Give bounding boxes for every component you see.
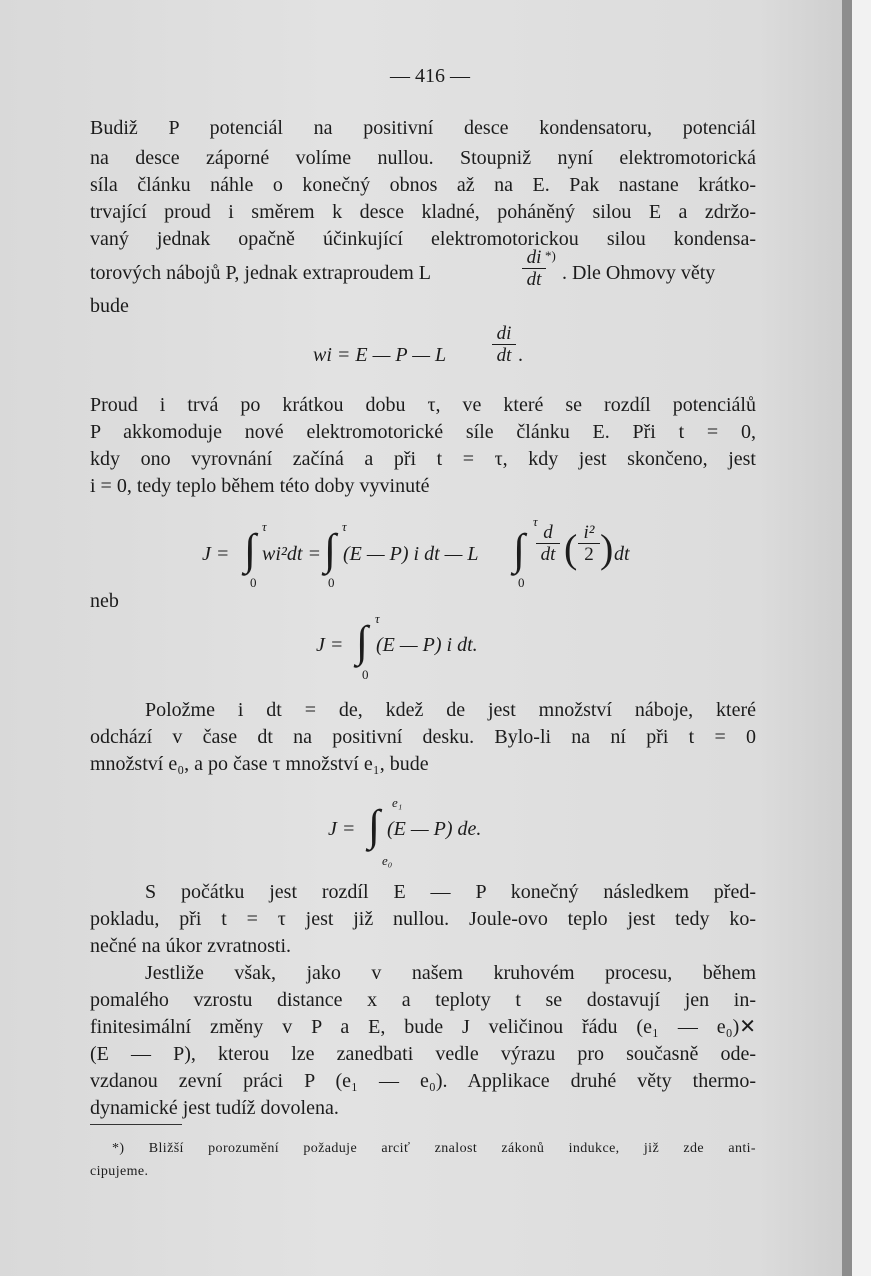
p5-line-5: vzdanou zevní práci P (e₁ — e₀). Applikace druhé věty thermo- (90, 1070, 756, 1092)
integral-upper-limit: τ (533, 514, 538, 529)
footnote-line-1: *) Bližší porozumění požaduje arciť znalost zákonů indukce, již zde anti- (112, 1141, 756, 1156)
integral-lower-limit: 0 (250, 575, 257, 590)
neb-label: neb (90, 590, 119, 612)
p1-line-2: na desce záporné volíme nullou. Stoupniž nyní elektromotorická (90, 147, 756, 169)
integral-lower-limit: 0 (362, 667, 369, 682)
integral-sign: ∫ (324, 525, 337, 574)
integral-upper-limit: τ (342, 519, 347, 534)
equation-2-end: dt (614, 543, 630, 565)
fraction-denominator: dt (540, 544, 556, 565)
p1-line-3: síla článku náhle o konečný obnos až na E. Pak nastane krátko- (90, 174, 756, 196)
close-paren: ) (600, 526, 614, 571)
footnote-marker: *) (545, 248, 556, 263)
p4-line-1: S počátku jest rozdíl E — P konečný následkem před- (145, 881, 756, 903)
equation-2-term-2: (E — P) i dt — L (343, 543, 479, 565)
p4-line-2: pokladu, při t = τ jest již nullou. Joule-ovo teplo jest tedy ko- (90, 908, 756, 930)
p1-line-6-start: torových nábojů P, jednak extraproudem L (90, 262, 432, 284)
page-edge-shadow (842, 0, 852, 1276)
p5-line-3: finitesimální změny v P a E, bude J veličinou řádu (e₁ — e₀)✕ (90, 1016, 756, 1038)
i2-2-fraction (578, 523, 600, 564)
fraction-denominator: dt (526, 269, 542, 290)
p5-line-2: pomalého vzrostu distance x a teploty t se dostavují jen in- (90, 989, 756, 1011)
integral-sign: ∫ (513, 525, 526, 574)
p5-line-4: (E — P), kterou lze zanedbati vedle výrazu pro současně ode- (90, 1043, 756, 1065)
page-edge (852, 0, 871, 1276)
p3-line-1: Položme i dt = de, kdež de jest množství náboje, které (145, 699, 756, 721)
p2-line-4: i = 0, tedy teplo během této doby vyvinuté (90, 475, 430, 497)
p3-line-2: odchází v čase dt na positivní desku. Bylo-li na ní při t = 0 (90, 726, 756, 748)
equation-3-lhs: J = (316, 634, 344, 656)
p1-line-6-end: . Dle Ohmovy věty (562, 262, 716, 284)
integral-upper-limit: τ (262, 519, 267, 534)
equation-2-lhs: J = (202, 543, 230, 565)
p5-line-1: Jestliže však, jako v našem kruhovém procesu, během (145, 962, 756, 984)
equation-2-term-1: wi²dt = (262, 543, 321, 565)
p4-line-3: nečné na úkor zvratnosti. (90, 935, 292, 957)
p3-line-3: množství e₀, a po čase τ množství e₁, bude (90, 753, 429, 775)
equation-3-body: (E — P) i dt. (376, 634, 478, 656)
fraction-denominator: 2 (584, 544, 594, 565)
integral-lower-limit: 0 (328, 575, 335, 590)
fraction-denominator: dt (496, 345, 512, 366)
fraction-numerator: i² (583, 522, 595, 543)
fraction-numerator: d (543, 522, 553, 543)
fraction-numerator: di (496, 323, 512, 344)
p2-line-3: kdy ono vyrovnání začíná a při t = τ, kdy jest skončeno, jest (90, 448, 756, 470)
integral-lower-limit: e₀ (382, 853, 393, 868)
p1-line-7: bude (90, 295, 129, 317)
integral-sign: ∫ (356, 617, 369, 666)
open-paren: ( (564, 526, 578, 571)
footnote-divider (90, 1124, 182, 1125)
integral-upper-limit: e₁ (392, 795, 403, 810)
equation-1-fraction (492, 324, 516, 365)
fraction-numerator: di (526, 247, 542, 268)
d-dt-fraction (536, 523, 560, 564)
integral-upper-limit: τ (375, 611, 380, 626)
p1-line-5: vaný jednak opačně účinkující elektromotorickou silou kondensa- (90, 228, 756, 250)
integral-sign: ∫ (368, 801, 381, 850)
equation-1: wi = E — P — L (313, 344, 447, 366)
p1-line-1: Budiž P potenciál na positivní desce kondensatoru, potenciál (90, 117, 756, 139)
integral-lower-limit: 0 (518, 575, 525, 590)
p1-line-4: trvající proud i směrem k desce kladné, poháněný silou E a zdržo- (90, 201, 756, 223)
p2-line-1: Proud i trvá po krátkou dobu τ, ve které se rozdíl potenciálů (90, 394, 756, 416)
p5-line-6: dynamické jest tudíž dovolena. (90, 1097, 339, 1119)
di-dt-fraction (522, 248, 546, 289)
p2-line-2: P akkomoduje nové elektromotorické síle článku E. Při t = 0, (90, 421, 756, 443)
equation-4-body: (E — P) de. (387, 818, 482, 840)
equation-4-lhs: J = (328, 818, 356, 840)
integral-sign: ∫ (244, 525, 257, 574)
equation-1-period: . (518, 344, 523, 366)
page-number: — 416 — (390, 65, 470, 87)
footnote-line-2: cipujeme. (90, 1164, 149, 1179)
